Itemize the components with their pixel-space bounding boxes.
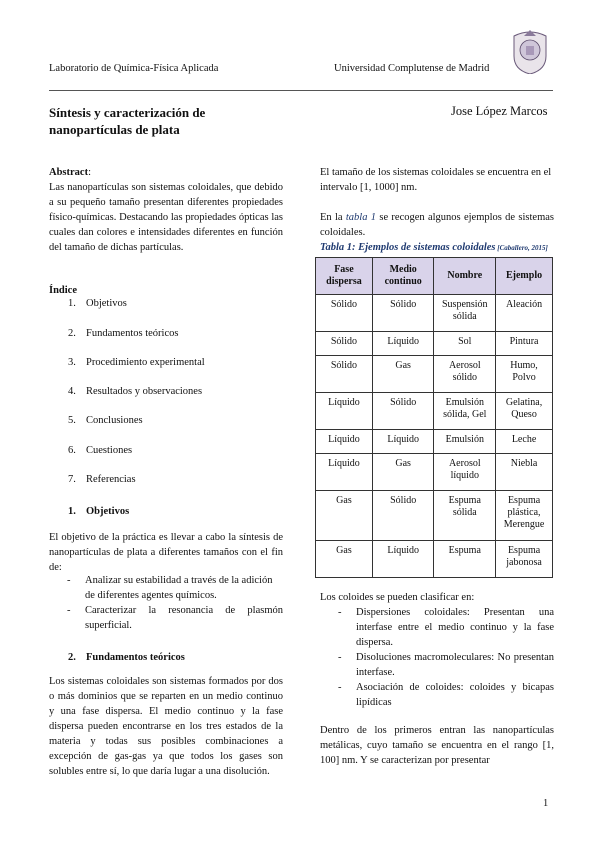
table-caption: Tabla 1: Ejemplos de sistemas coloidales [Caballero, 2015] — [320, 242, 548, 253]
nanoparticle-paragraph: Dentro de los primeros entran las nanopartículas metálicas, cuyo tamaño se encuentra en el rango [1, 100] nm. Y se caracterizan por presentar — [320, 725, 554, 766]
title-line-2: nanopartículas de plata — [49, 122, 180, 137]
table-header-cell: Nombre — [434, 258, 496, 295]
table-header-row — [316, 258, 553, 295]
table-cell: Líquido — [316, 393, 373, 430]
table-row — [316, 356, 553, 393]
table-cell: Espuma — [434, 541, 496, 578]
header-university: Universidad Complutense de Madrid — [334, 63, 490, 74]
table-cell: Sol — [434, 332, 496, 356]
table-cell: Aleación — [496, 295, 553, 332]
list-item: - Analizar su estabilidad a través de la adición de diferentes agentes químicos. — [49, 573, 283, 603]
toc-item: 6. Cuestiones — [68, 445, 133, 456]
table-cell: Aerosol líquido — [434, 454, 496, 491]
table-cell: Líquido — [372, 430, 434, 454]
table-cell: Emulsión — [434, 430, 496, 454]
table-row — [316, 454, 553, 491]
toc-item: 7. Referencias — [68, 474, 136, 485]
table-cell: Gas — [372, 454, 434, 491]
abstract-heading: Abstract: — [49, 167, 91, 178]
toc-item: 1. Objetivos — [68, 298, 127, 309]
table-cell: Aerosol sólido — [434, 356, 496, 393]
table-header-cell: Medio continuo — [372, 258, 434, 295]
table-cell: Sólido — [372, 491, 434, 541]
table-cell: Leche — [496, 430, 553, 454]
table-cell: Sólido — [372, 393, 434, 430]
abstract-text: Las nanopartículas son sistemas coloidales, que debido a su pequeño tamaño presentan diferentes propiedades físico-químicas. Destacando las propiedades ópticas las cuales dan colores e intensidades diferentes en función del tamaño de dichas partículas. — [49, 182, 283, 253]
header-rule — [49, 90, 553, 91]
index-heading: Índice — [49, 285, 78, 296]
table-row — [316, 332, 553, 356]
table-header-cell: Fase dispersa — [316, 258, 373, 295]
colloid-table — [315, 257, 553, 578]
section-1-bullets — [49, 573, 283, 633]
table-row — [316, 491, 553, 541]
table-cell: Gas — [372, 356, 434, 393]
header-lab: Laboratorio de Química-Física Aplicada — [49, 63, 219, 74]
table-cell: Líquido — [372, 541, 434, 578]
toc-item: 5. Conclusiones — [68, 415, 143, 426]
list-item: - Asociación de coloides: coloides y bicapas lipídicas — [320, 680, 554, 710]
table-ref-paragraph: En la tabla 1 se recogen algunos ejemplos de sistemas coloidales. — [320, 212, 554, 238]
table-cell: Gas — [316, 491, 373, 541]
table-cell: Sólido — [316, 332, 373, 356]
table-cell: Sólido — [316, 295, 373, 332]
table-cell: Gelatina, Queso — [496, 393, 553, 430]
table-cell: Líquido — [316, 454, 373, 491]
page-title — [49, 104, 205, 138]
table-row — [316, 541, 553, 578]
table-row — [316, 295, 553, 332]
section-2-heading: 2. Fundamentos teóricos — [68, 652, 185, 663]
table-cell: Espuma sólida — [434, 491, 496, 541]
table-header-cell: Ejemplo — [496, 258, 553, 295]
table-cell: Líquido — [316, 430, 373, 454]
title-line-1: Síntesis y caracterización de — [49, 105, 206, 120]
classify-list — [320, 605, 554, 710]
list-item: - Dispersiones coloidales: Presentan una interfase entre el medio continuo y la fase dispersa. — [320, 605, 554, 650]
table-cell: Suspensión sólida — [434, 295, 496, 332]
table-row — [316, 430, 553, 454]
table-cell: Pintura — [496, 332, 553, 356]
table-cell: Sólido — [372, 295, 434, 332]
table-cell: Espuma jabonosa — [496, 541, 553, 578]
table-cell: Espuma plástica, Merengue — [496, 491, 553, 541]
section-2-text: Los sistemas coloidales son sistemas formados por dos o más dominios que se reparten en un medio continuo y una fase dispersa. El medio continuo y la fase dispersa pueden encontrarse en los tres estados de la materia y todas sus posibles combinaciones a excepción de gas-gas ya que todos los gases son solubles entre sí, lo que daría lugar a una disolución. — [49, 676, 283, 777]
table-row — [316, 393, 553, 430]
toc-item: 3. Procedimiento experimental — [68, 357, 205, 368]
page-number: 1 — [543, 798, 549, 809]
table-cell: Gas — [316, 541, 373, 578]
section-1-intro: El objetivo de la práctica es llevar a cabo la síntesis de nanopartículas de plata a diferentes tamaños con el fin de: — [49, 532, 283, 573]
table-cell: Emulsión sólida, Gel — [434, 393, 496, 430]
interval-paragraph: El tamaño de los sistemas coloidales se encuentra en el intervalo [1, 1000] nm. — [320, 167, 552, 193]
university-crest-icon — [510, 28, 550, 74]
toc-item: 2. Fundamentos teóricos — [68, 328, 179, 339]
section-1-heading: 1. Objetivos — [68, 506, 130, 517]
list-item: - Disoluciones macromoleculares: No presentan interfase. — [320, 650, 554, 680]
author: Jose López Marcos — [451, 104, 548, 118]
table-cell: Humo, Polvo — [496, 356, 553, 393]
toc-item: 4. Resultados y observaciones — [68, 386, 203, 397]
table-cell: Líquido — [372, 332, 434, 356]
table-cell: Sólido — [316, 356, 373, 393]
table-cell: Niebla — [496, 454, 553, 491]
classify-intro: Los coloides se pueden clasificar en: — [320, 592, 475, 603]
list-item: - Caracterizar la resonancia de plasmón superficial. — [49, 603, 283, 633]
